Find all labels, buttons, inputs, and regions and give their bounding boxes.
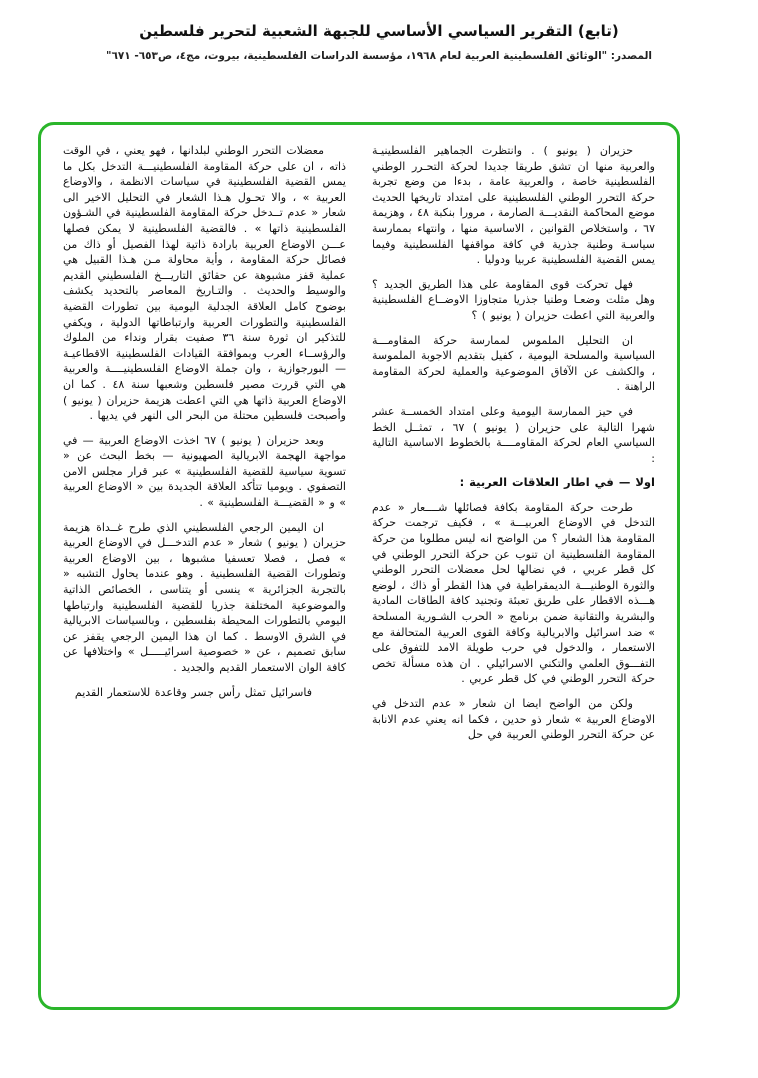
- paragraph: فهل تحركت قوى المقاومة على هذا الطريق الجديد ؟ وهل مثلت وضعـا وطنيا جذريا متجاوزا الاوضــاع الفلسطينية والعربية التي اعطت حزيران ( يونيو ) ؟: [372, 277, 655, 322]
- paragraph: ان التحليل الملموس لممارسة حركة المقاومـــة السياسية والمسلحة اليومية ، كفيل بتقديم الاجوبة الملموسة ، والكشف عن الآفاق الموضوعية والعملية لحركة المقاومة الراهنة .: [372, 333, 655, 394]
- paragraph: ولكن من الواضح ايضا ان شعار « عدم التدخل في الاوضاع العربية » شعار ذو حدين ، فكما انه يعني عدم الانابة عن حركة التحرر الوطني العربية في حل: [372, 697, 655, 742]
- paragraph: طرحت حركة المقاومة بكافة فصائلها شــــعار « عدم التدخل في الاوضاع العربيـــة » ، فكيف ترجمت حركة المقاومة هذا الشعار ؟ من الواضح انه ليس مطلوبا من حركة المقاومة الفلسطينية ان تنوب عن حركة التحرر الوطني في كل قطر عربي ، في نضالها لحل معضلات التحرر الوطني والثورة الوطنيـــة الديمقراطية في هذا القطر أو ذاك ، لوضع هـــذه الاقطار على طريق تعبئة وتجنيد كافة الطاقات المادية والبشرية والتقانية ضمن برنامج « الحرب الشـورية المسلحة » ضد اسرائيل والابريالية وكافة القوى العربية المتحالفة مع الاستعمار ، والدخول في حرب طويلة الامد للتفوق على التفـــوق العلمي والتكني الاسرائيلي . ان هذه مسألة تخص حركة التحرر الوطني في كل قطر عربي .: [372, 500, 655, 686]
- two-column-text: [63, 143, 655, 989]
- source-line: المصدر: "الوثائق الفلسطينية العربية لعام ١٩٦٨، مؤسسة الدراسات الفلسطينية، بيروت، مج٤، ص٦٥٣- ٦٧١": [105, 50, 653, 62]
- document-body-frame: [38, 122, 680, 1010]
- paragraph: فاسرائيل تمثل رأس جسر وقاعدة للاستعمار القديم: [74, 685, 312, 699]
- paragraph: حزيران ( يونيو ) . وانتظرت الجماهير الفلسطينيـة والعربية منها ان تشق طريقا جديدا لحركة التحـرر الوطني الفلسطينية خاصة ، والعربية عامة ، بدءا من وضع تجربة حركة التحرر الوطني الفلسطينية على امتداد تاريخها الحديث موضع المحاكمة النقديـــة الصارمة ، مرورا بنكبة ٤٨ ، وهزيمة ٦٧ ، واستخلاص القوانين ، الاساسية منها ، وانتهاء بممارسة سياسـة وطنية جذرية في كافة مواقفها الفلسطينية وفيما يمس القضية الفلسطينية عربيا ودوليا .: [372, 144, 655, 267]
- page-title: (تابع) التقرير السياسي الأساسي للجبهة الشعبية لتحرير فلسطين: [139, 22, 619, 40]
- column-left: [63, 143, 346, 989]
- section-heading: اولا — في اطار العلاقات العربية :: [459, 475, 655, 490]
- paragraph: وبعد حزيران ( يونيو ) ٦٧ اخذت الاوضاع العربية — في مواجهة الهجمة الابريالية الصهيونية — بخط البحث عن « تسوية سياسية للقضية الفلسطينية » عبر قرار مجلس الامن التصفوي . ويوميا تتأكد العلاقة الجديدة بين « الاوضاع العربية » و « القضيـــة الفلسطينية » .: [63, 433, 346, 510]
- document-header: [0, 0, 758, 62]
- column-right: [372, 143, 655, 989]
- paragraph: ان اليمين الرجعي الفلسطيني الذي طرح غــداة هزيمة حزيران ( يونيو ) شعار « عدم التدخـــل في الاوضاع العربية » فصل ، فصلا تعسفيا مشبوها ، بين الاوضاع العربية وتطورات القضية الفلسطينية . وهو عندما يحاول التشبه « بالتجربة الجزائرية » ينسى أو يتناسى ، الخصائص الذاتية والموضوعية المختلفة جذريا للقضية الفلسطينية وارتباطها اليومي بالتطورات المحيطة بفلسطين ، وبالسياسات الابريالية في الشرق الاوسط . كما ان هذا اليمين الرجعي يقفز عن سابق تصميم ، عن « خصوصية اسرائيـــــل » واختلافها عن كافة الوان الاستعمار القديم والجديد .: [63, 520, 346, 674]
- paragraph: في حيز الممارسة اليومية وعلى امتداد الخمســة عشر شهرا التالية على حزيران ( يونيو ) ٦٧ ، تمثــل الخط السياسي العام لحركة المقاومــــة بالخطوط الاساسية التالية :: [372, 404, 655, 465]
- paragraph: معضلات التحرر الوطني لبلدانها ، فهو يعني ، في الوقت ذاته ، ان على حركة المقاومة الفلسطينيـــة التدخل بكل ما يمس القضية الفلسطينية في سياسات الانظمة ، والاوضاع العربية » ، والا تحـول هـذا الشعار في التحليل الاخير الى شعار « عدم تــدخل حركة المقاومة الفلسطينية في الشـؤون الفلسطينية ذاتها » . فالقضية الفلسطينية لا يمكن فصلها عـــن الاوضاع العربية بارادة ذاتية لهذا الفصيل أو ذاك من فصائل حركة المقاومة ، وأية محاولة مـن هـذا القبيل هي عملية قفز مشبوهة عن حقائق التاريـــخ الفلسطيني القديم والوسيط والحديث . والتـاريخ المعاصر بالتحديد يكشف بوضوح كامل العلاقة الجدلية اليومية بين تطورات القضية الفلسطينية والتطورات العربية وارتباطاتها الدولية ، ويكفي للتذكير ان ثورة سنة ٣٦ صفيت بقرار ونداء من الملوك والرؤســاء العرب وبموافقة القيادات الفلسطينية الاقطاعيـة — البورجوازية ، وان جملة الاوضاع الفلسطينيــــة والعربية هي التي قررت مصير فلسطين وشعبها سنة ٤٨ . كما ان الاوضاع العربية ذاتها هي التي اعطت هزيمة حزيران ( يونيو ) وأصبحت فلسطين محتلة من البحر الى النهر في يديها .: [63, 144, 346, 423]
